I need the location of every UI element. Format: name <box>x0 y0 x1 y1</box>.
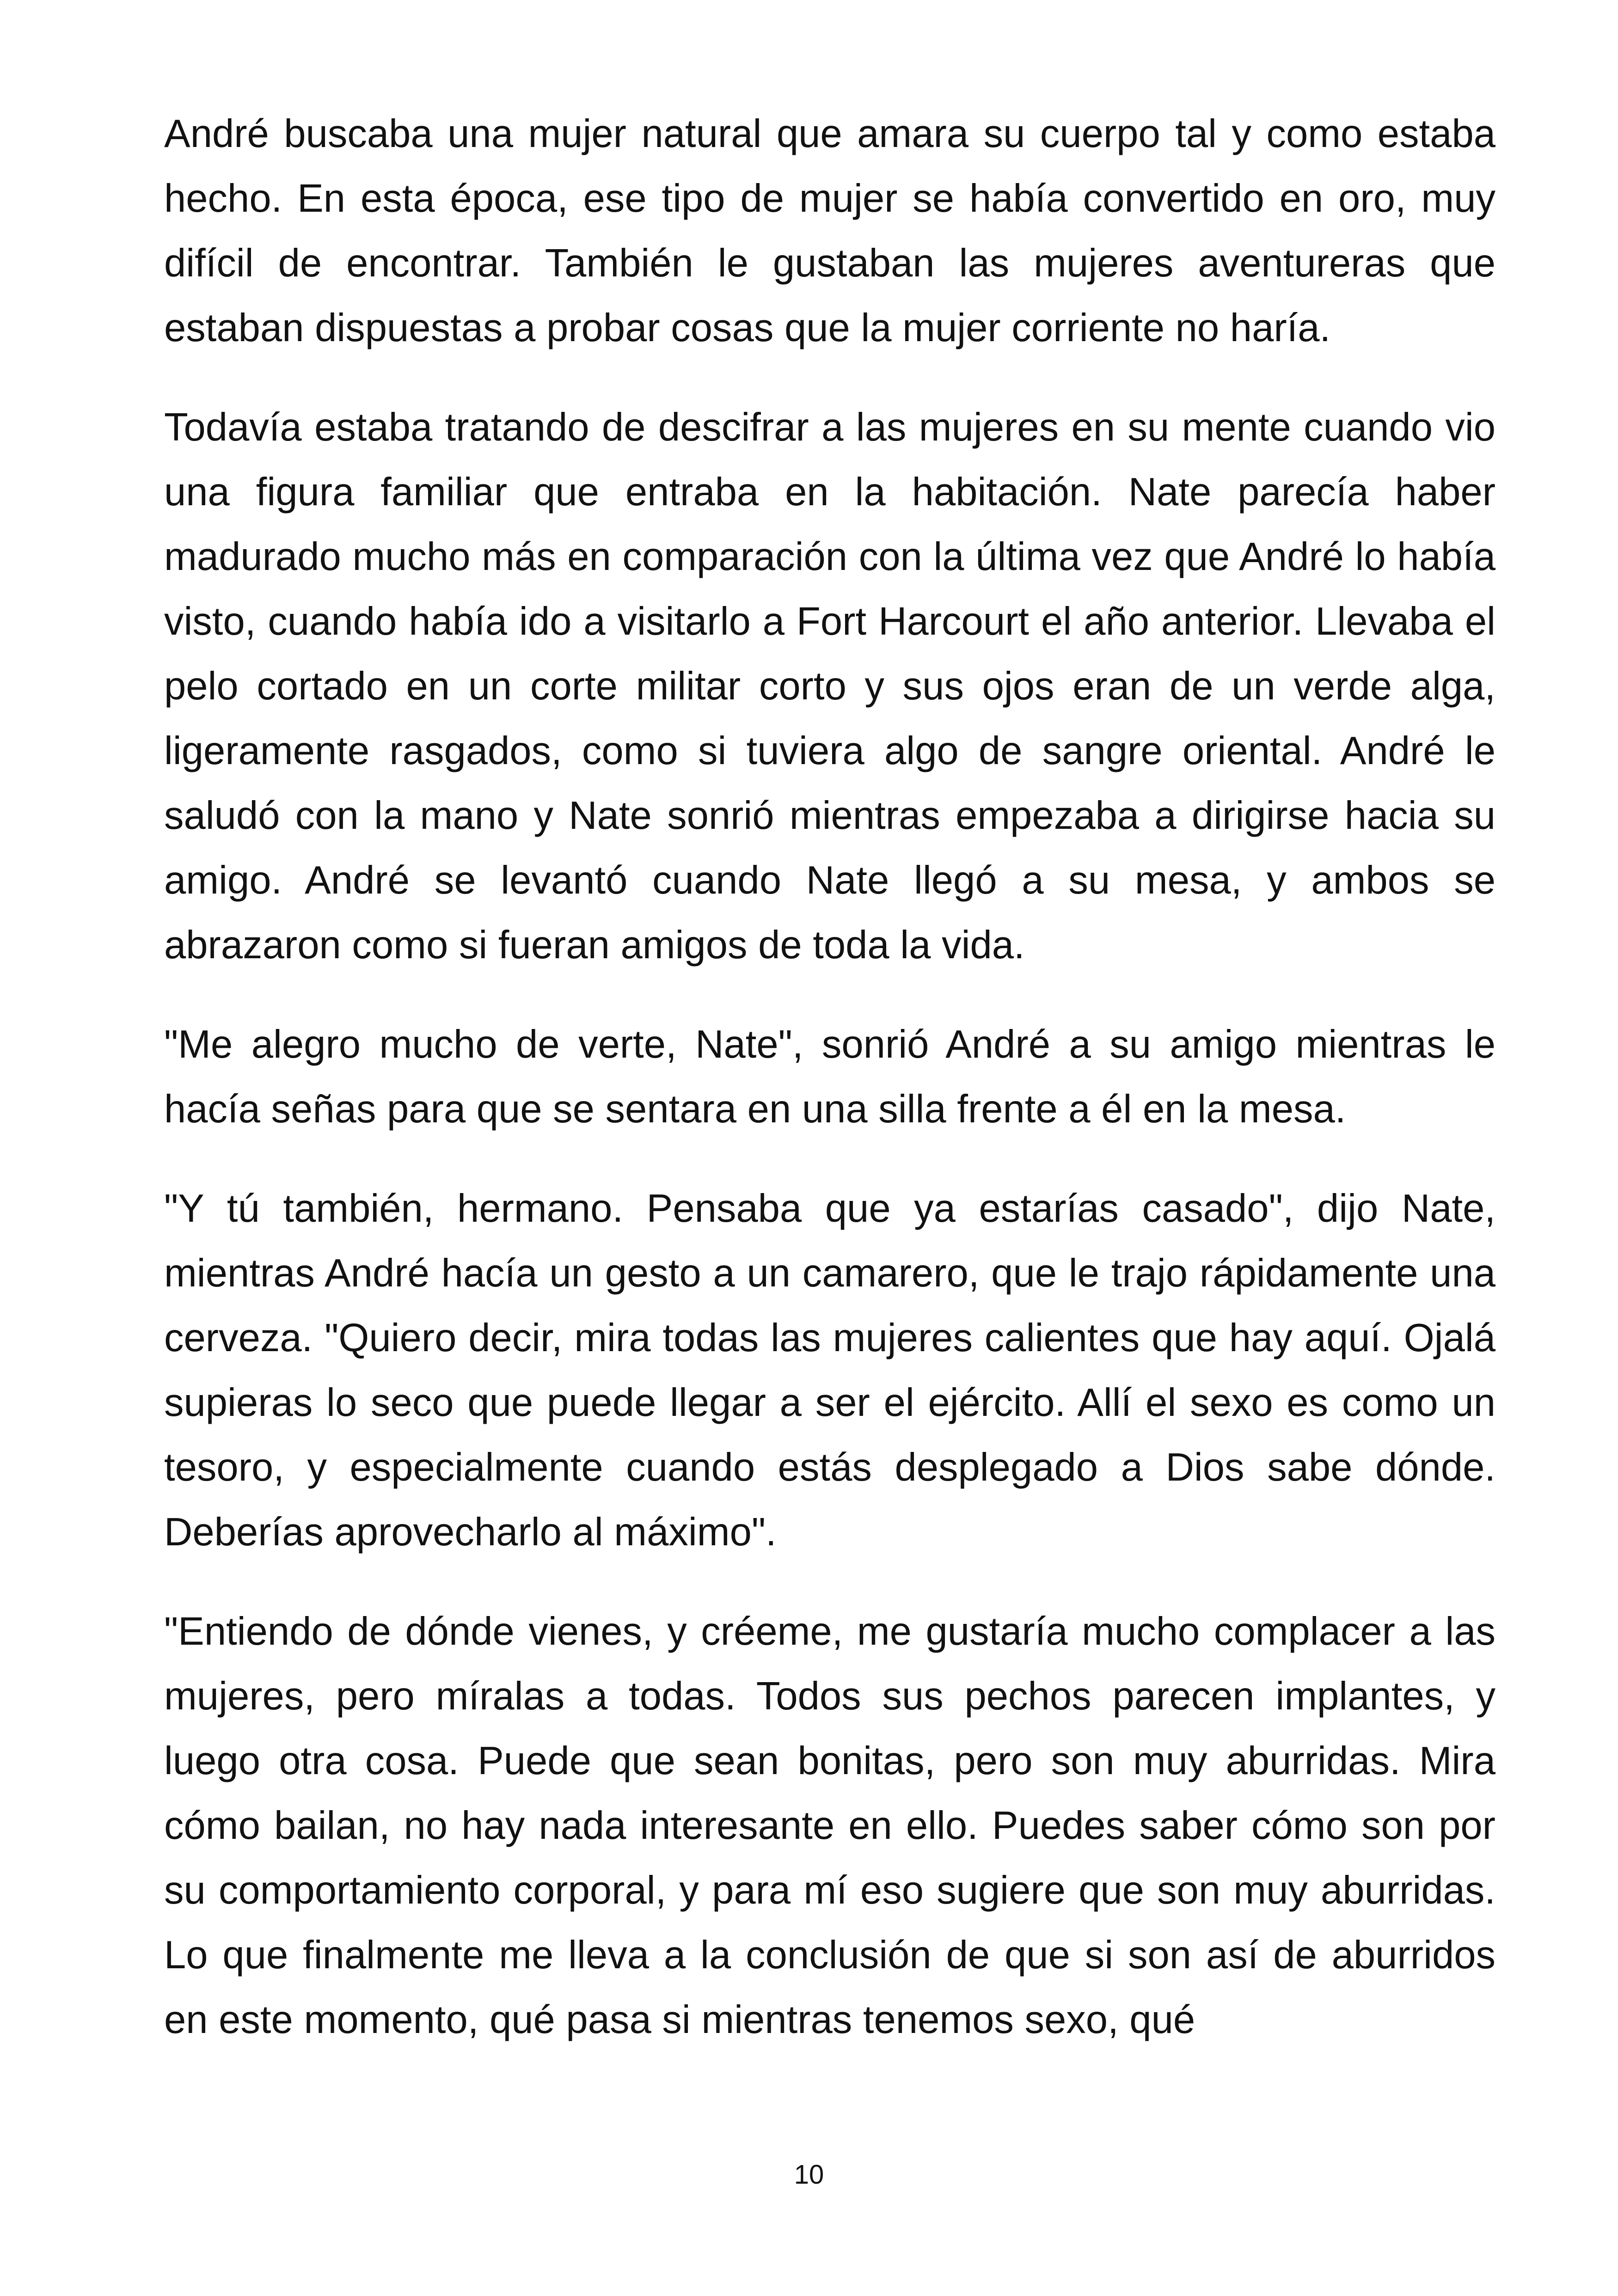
paragraph-3: "Me alegro mucho de verte, Nate", sonrió André a su amigo mientras le hacía señas para que se sentara en una silla frente a él en la mesa. <box>164 1022 1495 1131</box>
paragraph-2: Todavía estaba tratando de descifrar a las mujeres en su mente cuando vio una figura familiar que entraba en la habitación. Nate parecía haber madurado mucho más en comparación con la última vez que André lo había visto, cuando había ido a visitarlo a Fort Harcourt el año anterior. Llevaba el pelo cortado en un corte militar corto y sus ojos eran de un verde alga, ligeramente rasgados, como si tuviera algo de sangre oriental. André le saludó con la mano y Nate sonrió mientras empezaba a dirigirse hacia su amigo. André se levantó cuando Nate llegó a su mesa, y ambos se abrazaron como si fueran amigos de toda la vida. <box>164 405 1495 967</box>
paragraph-1: André buscaba una mujer natural que amara su cuerpo tal y como estaba hecho. En esta época, ese tipo de mujer se había convertido en oro, muy difícil de encontrar. También le gustaban las mujeres aventureras que estaban dispuestas a probar cosas que la mujer corriente no haría. <box>164 112 1495 350</box>
paragraph-5: "Entiendo de dónde vienes, y créeme, me gustaría mucho complacer a las mujeres, pero míralas a todas. Todos sus pechos parecen implantes, y luego otra cosa. Puede que sean bonitas, pero son muy aburridas. Mira cómo bailan, no hay nada interesante en ello. Puedes saber cómo son por su comportamiento corporal, y para mí eso sugiere que son muy aburridas. Lo que finalmente me lleva a la conclusión de que si son así de aburridos en este momento, qué pasa si mientras tenemos sexo, qué <box>164 1610 1495 2042</box>
page-number: 10 <box>794 2160 824 2190</box>
paragraph-4: "Y tú también, hermano. Pensaba que ya estarías casado", dijo Nate, mientras André hacía un gesto a un camarero, que le trajo rápidamente una cerveza. "Quiero decir, mira todas las mujeres calientes que hay aquí. Ojalá supieras lo seco que puede llegar a ser el ejército. Allí el sexo es como un tesoro, y especialmente cuando estás desplegado a Dios sabe dónde. Deberías aprovecharlo al máximo". <box>164 1187 1495 1554</box>
page-body <box>164 102 1495 2087</box>
